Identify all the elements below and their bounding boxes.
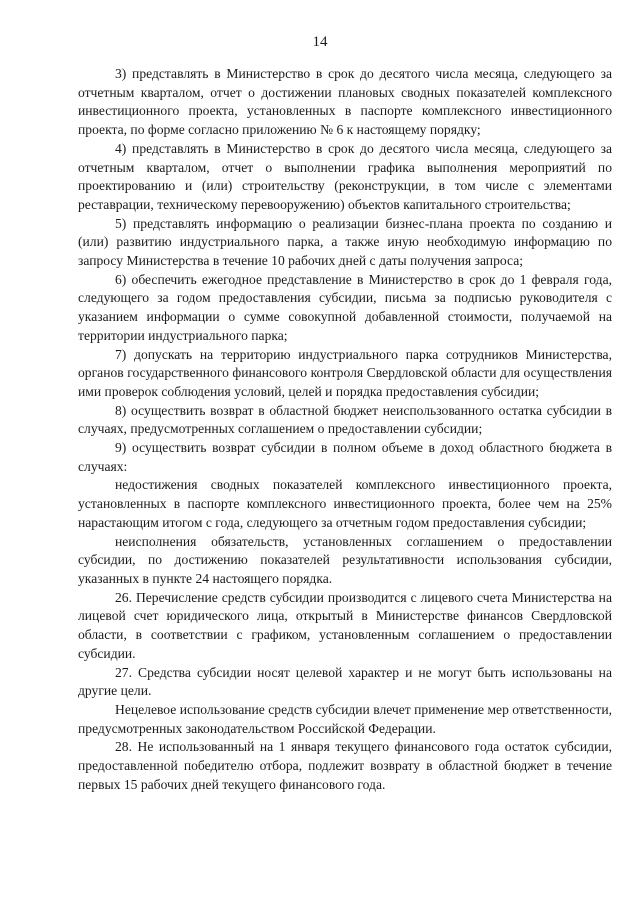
paragraph-case-1: недостижения сводных показателей комплексного инвестиционного проекта, установленных в паспорте комплексного инвестиционного проекта, более чем на 25% нарастающим итогом с года, следующего за отчетным годом предоставления субсидии;: [78, 477, 612, 530]
paragraph-27: 27. Средства субсидии носят целевой характер и не могут быть использованы на другие цели.: [78, 664, 612, 699]
paragraph-item-5: 5) представлять информацию о реализации бизнес-плана проекта по созданию и (или) развитию индустриального парка, а также иную необходимую информацию по запросу Министерства в течение 10 рабочих дней с даты получения запроса;: [78, 215, 612, 269]
paragraph-28: 28. Не использованный на 1 января текущего финансового года остаток субсидии, предоставленной победителю отбора, подлежит возврату в областной бюджет в течение первых 15 рабочих дней текущего финансового года.: [78, 739, 612, 792]
paragraph-item-7: 7) допускать на территорию индустриального парка сотрудников Министерства, органов государственного финансового контроля Свердловской области для осуществления ими проверок соблюдения условий, целей и порядка предоставления субсидии;: [78, 346, 612, 399]
page-number: 14: [312, 34, 328, 50]
document-body: [78, 65, 612, 794]
paragraph-27-continued: Нецелевое использование средств субсидии влечет применение мер ответственности, предусмотренных законодательством Российской Федерации.: [78, 701, 612, 736]
paragraph-item-3: 3) представлять в Министерство в срок до десятого числа месяца, следующего за отчетным кварталом, отчет о достижении плановых сводных показателей комплексного инвестиционного проекта, установленных в паспорте комплексного инвестиционного проекта, по форме согласно приложению № 6 к настоящему порядку;: [78, 66, 612, 138]
paragraph-case-2: неисполнения обязательств, установленных соглашением о предоставлении субсидии, по достижению показателей результативности использования субсидии, указанных в пункте 24 настоящего порядка.: [78, 533, 612, 586]
paragraph-item-8: 8) осуществить возврат в областной бюджет неиспользованного остатка субсидии в случаях, предусмотренных соглашением о предоставлении субсидии;: [78, 402, 612, 437]
paragraph-item-6: 6) обеспечить ежегодное представление в Министерство в срок до 1 февраля года, следующего за годом предоставления субсидии, письма за подписью руководителя с указанием информации о сумме совокупной добавленной стоимости, получаемой на территории индустриального парка;: [78, 271, 612, 343]
paragraph-26: 26. Перечисление средств субсидии производится с лицевого счета Министерства на лицевой счет юридического лица, открытый в Министерстве финансов Свердловской области, в соответствии с графиком, установленным соглашением о предоставлении субсидии.: [78, 589, 612, 661]
paragraph-item-9: 9) осуществить возврат субсидии в полном объеме в доход областного бюджета в случаях:: [78, 440, 612, 474]
paragraph-item-4: 4) представлять в Министерство в срок до десятого числа месяца, следующего за отчетным кварталом, отчет о выполнении графика выполнения мероприятий по проектированию и (или) строительству (реконструкции, в том числе с элементами реставрации, техническому перевооружению) объектов капитального строительства;: [78, 140, 612, 212]
